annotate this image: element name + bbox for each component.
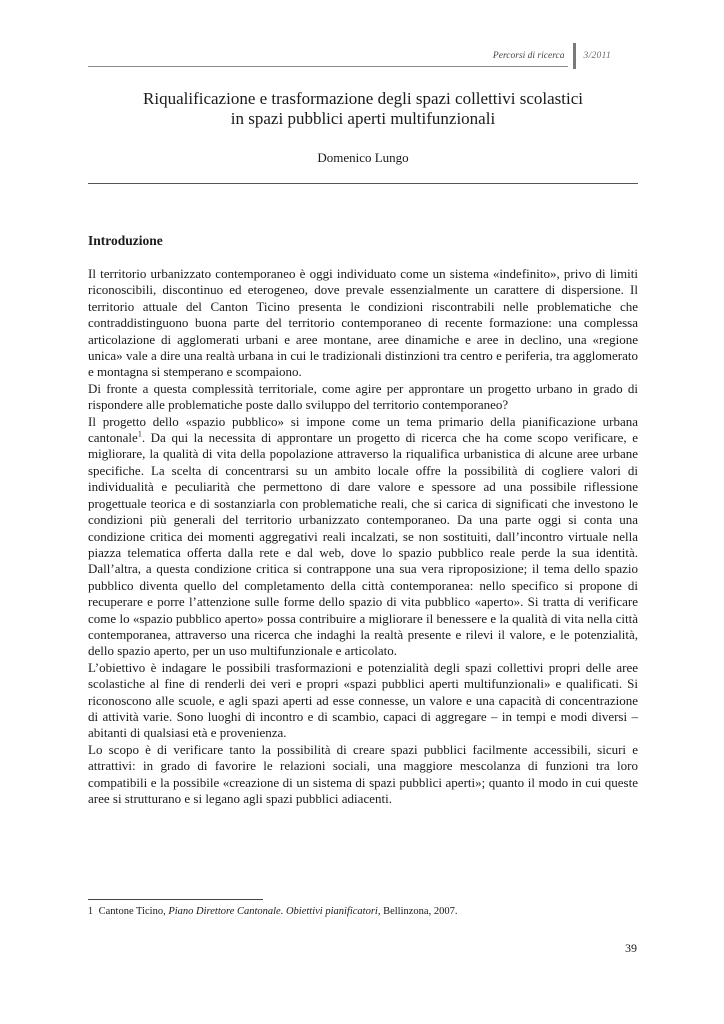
paragraph-text: Il progetto dello «spazio pubblico» si impone come un tema primario della pianificazione urbana cantonale [88, 413, 638, 446]
article-title [88, 89, 638, 129]
paragraph: Il territorio urbanizzato contemporaneo è oggi individuato come un sistema «indefinito», privo di limiti riconoscibili, discontinuo ed eterogeneo, dove prevale essenzialmente un carattere di dispersione. Il territorio attuale del Canton Ticino presenta le condizioni riscontrabili nelle problematiche che contraddistinguono buona parte del territorio contemporaneo di recente formazione: una complessa articolazione di agglomerati urbani e aree montane, aree dinamiche e aree in declino, una «regione unica» vale a dire una realtà urbana in cui le tradizionali distinzioni tra centro e periferia, tra agglomerato e montagna si stemperano e scompaiono. [88, 266, 638, 380]
title-line-1: Riqualificazione e trasformazione degli spazi collettivi scolastici [143, 89, 583, 108]
footnote-work-title: Piano Direttore Cantonale. Obiettivi pianificatori, [168, 906, 381, 917]
paragraph-text: . Da qui la necessita di approntare un progetto di ricerca che ha come scopo verificare, e migliorare, la qualità di vita della popolazione attraverso la riqualifica urbanistica di alcune aree urbane specifiche. La scelta di concentrarsi su un ambito locale offre la possibilità di cogliere valori di individualità e peculiarità che permettono di dare valore e spessore ad una possibile riflessione progettuale teorica e di sostanziarla con problematiche reali, che si carica di significati che investono le condizioni più generali del territorio urbanizzato contemporaneo. Da una parte oggi si conta una condizione critica dei momenti aggregativi reali incalzati, se non sostituiti, dall’incontro virtuale nella piazza telematica offerta dalla rete e dal web, dove lo spazio pubblico reale perde la sua identità. Dall’altra, a questa condizione critica si contrappone una sua vera riproposizione; il tema dello spazio pubblico diventa quello del completamento della città contemporanea: nello specifico si propone di recuperare e porre l’attenzione sulle forme dello spazio di vita pubblico «aperto». Si tratta di verificare come lo «spazio pubblico aperto» possa contribuire a migliorare il benessere e la qualità di vita nella città contemporanea, attraverso una ricerca che indaghi la realtà presente e rilevi il valore, e le potenzialità, dello spazio aperto, per un uso multifunzionale e articolato. [88, 430, 638, 659]
footnote-author: Cantone Ticino, [98, 906, 166, 917]
footnote-number: 1 [88, 906, 93, 917]
running-header [493, 44, 611, 68]
paragraph: Lo scopo è di verificare tanto la possibilità di creare spazi pubblici facilmente accessibili, sicuri e attrattivi: in grado di favorire le relazioni sociali, una maggiore mescolanza di funzioni tra loro compatibili e la possibile «creazione di un sistema di spazi pubblici aperti»; quanto il modo in cui queste aree si strutturano e si legano agli spazi pubblici adiacenti. [88, 741, 638, 806]
section-heading: Introduzione [88, 233, 163, 248]
footnote-rule [88, 899, 263, 900]
header-rule [88, 66, 568, 67]
body-text [88, 266, 638, 807]
paragraph: Di fronte a questa complessità territoriale, come agire per approntare un progetto urbano in grado di rispondere alle problematiche poste dallo sviluppo del territorio contemporaneo? [88, 380, 638, 413]
footnote [88, 905, 638, 918]
page-number: 39 [625, 941, 637, 955]
author-name: Domenico Lungo [317, 150, 409, 165]
header-divider [573, 43, 576, 69]
journal-name: Percorsi di ricerca [492, 51, 565, 61]
title-rule [88, 183, 638, 184]
paragraph [88, 414, 638, 660]
issue-number: 3/2011 [583, 51, 611, 61]
footnote-rest: Bellinzona, 2007. [383, 906, 458, 917]
footnote-reference[interactable]: 1 [137, 429, 142, 439]
paragraph: L’obiettivo è indagare le possibili trasformazioni e potenzialità degli spazi collettivi propri delle aree scolastiche al fine di renderli dei veri e propri «spazi pubblici aperti multifunzionali» e qualificati. Si riconoscono alle scuole, e agli spazi aperti ad esse connesse, un valore e una capacità di concentrazione di attività varie. Sono luoghi di incontro e di scambio, capaci di aggregare – in tempi e modi diversi – abitanti di qualsiasi età e provenienza. [88, 659, 638, 741]
title-line-2: in spazi pubblici aperti multifunzionali [230, 109, 496, 128]
